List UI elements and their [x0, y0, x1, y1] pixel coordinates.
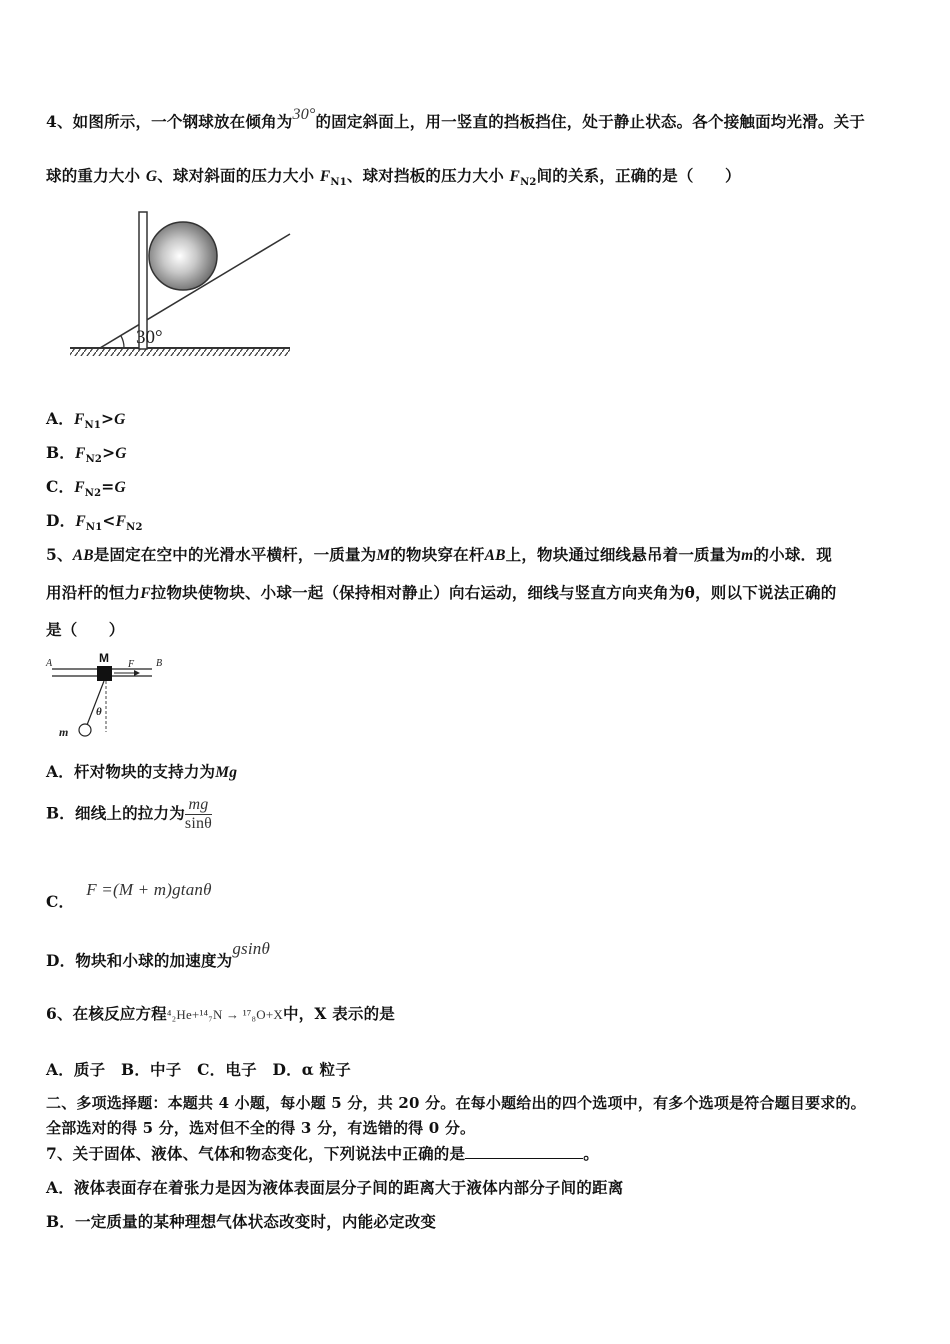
- steel-ball: [149, 222, 217, 290]
- label-m-ball: m: [59, 725, 69, 739]
- q5-line-1: 5、AB是固定在空中的光滑水平横杆，一质量为M的物块穿在杆AB上，物块通过细线悬吊着一质量为m的小球．现: [46, 545, 832, 564]
- angle-arc: [121, 336, 124, 348]
- q5-line-2: 用沿杆的恒力F拉物块使物块、小球一起（保持相对静止）向右运动，细线与竖直方向夹角为θ，则以下说法正确的: [46, 583, 837, 602]
- q5-option-b[interactable]: B．细线上的拉力为 $\frac{mg}{\sin\theta}$: [46, 796, 213, 832]
- q6-line: 6、在核反应方程⁴₂He+¹⁴₇N → ¹⁷₈O+X中，X 表示的是: [46, 1004, 395, 1023]
- q4-incline-figure: [60, 200, 300, 365]
- q5-line-3: 是（ ）: [46, 620, 125, 639]
- q5-option-a[interactable]: A．杆对物块的支持力为Mg: [46, 762, 238, 781]
- formula-d: gsinθ: [232, 939, 271, 958]
- q4-angle: 30°: [292, 106, 316, 123]
- formula-c: F =(M + m)gtanθ: [86, 880, 212, 899]
- q7-option-a[interactable]: A．液体表面存在着张力是因为液体表面层分子间的距离大于液体内部分子间的距离: [46, 1178, 624, 1197]
- q4-line-1: 4、如图所示，一个钢球放在倾角为30°的固定斜面上，用一竖直的挡板挡住，处于静止状态。各个接触面均光滑。关于: [46, 106, 866, 131]
- q4-option-c[interactable]: C．$F_{N2}=G$: [46, 477, 126, 500]
- section2-line-2: 全部选对的得 5 分，选对但不全的得 3 分，有选错的得 0 分。: [46, 1119, 476, 1137]
- q5-option-c[interactable]: C．F =(M + m)gtanθ: [46, 880, 212, 911]
- label-theta: θ: [96, 706, 102, 718]
- q4-option-d[interactable]: D．$F_{N1}<F_{N2}$: [46, 511, 143, 534]
- q5-option-d[interactable]: D．物块和小球的加速度为gsinθ: [46, 939, 271, 970]
- force-arrow-head: [134, 670, 140, 676]
- block-m: [97, 666, 112, 681]
- string-line: [87, 681, 104, 725]
- answer-blank[interactable]: [465, 1157, 583, 1159]
- q4-line-2: 球的重力大小 G、球对斜面的压力大小 $F_{N1}$、球对挡板的压力大小 $F_{N2}$间的关系，正确的是（ ）: [46, 166, 741, 189]
- q7-line: 7、关于固体、液体、气体和物态变化，下列说法中正确的是 。: [46, 1144, 599, 1163]
- q4-option-a[interactable]: A．$F_{N1}>G$: [46, 409, 126, 432]
- q6-options[interactable]: A．质子 B．中子 C．电子 D．α 粒子: [46, 1060, 351, 1079]
- q7-option-b[interactable]: B．一定质量的某种理想气体状态改变时，内能必定改变: [46, 1212, 437, 1231]
- ground-hatch: [70, 348, 290, 356]
- nuclear-equation: ⁴₂He+¹⁴₇N → ¹⁷₈O+X: [166, 1007, 283, 1022]
- fraction-mg-sin: $\frac{mg}{\sin\theta}$: [184, 796, 213, 832]
- q5-pendulum-figure: [46, 650, 176, 742]
- small-ball: [79, 724, 91, 736]
- label-f: F: [128, 659, 135, 670]
- angle-label: 30°: [136, 327, 163, 348]
- label-m-block: M: [99, 651, 109, 665]
- q4-option-b[interactable]: B．$F_{N2}>G$: [46, 443, 127, 466]
- label-b: B: [156, 658, 163, 669]
- label-a: A: [46, 658, 53, 669]
- section2-line-1: 二、多项选择题：本题共 4 小题，每小题 5 分，共 20 分。在每小题给出的四个选项中，有多个选项是符合题目要求的。: [46, 1094, 866, 1112]
